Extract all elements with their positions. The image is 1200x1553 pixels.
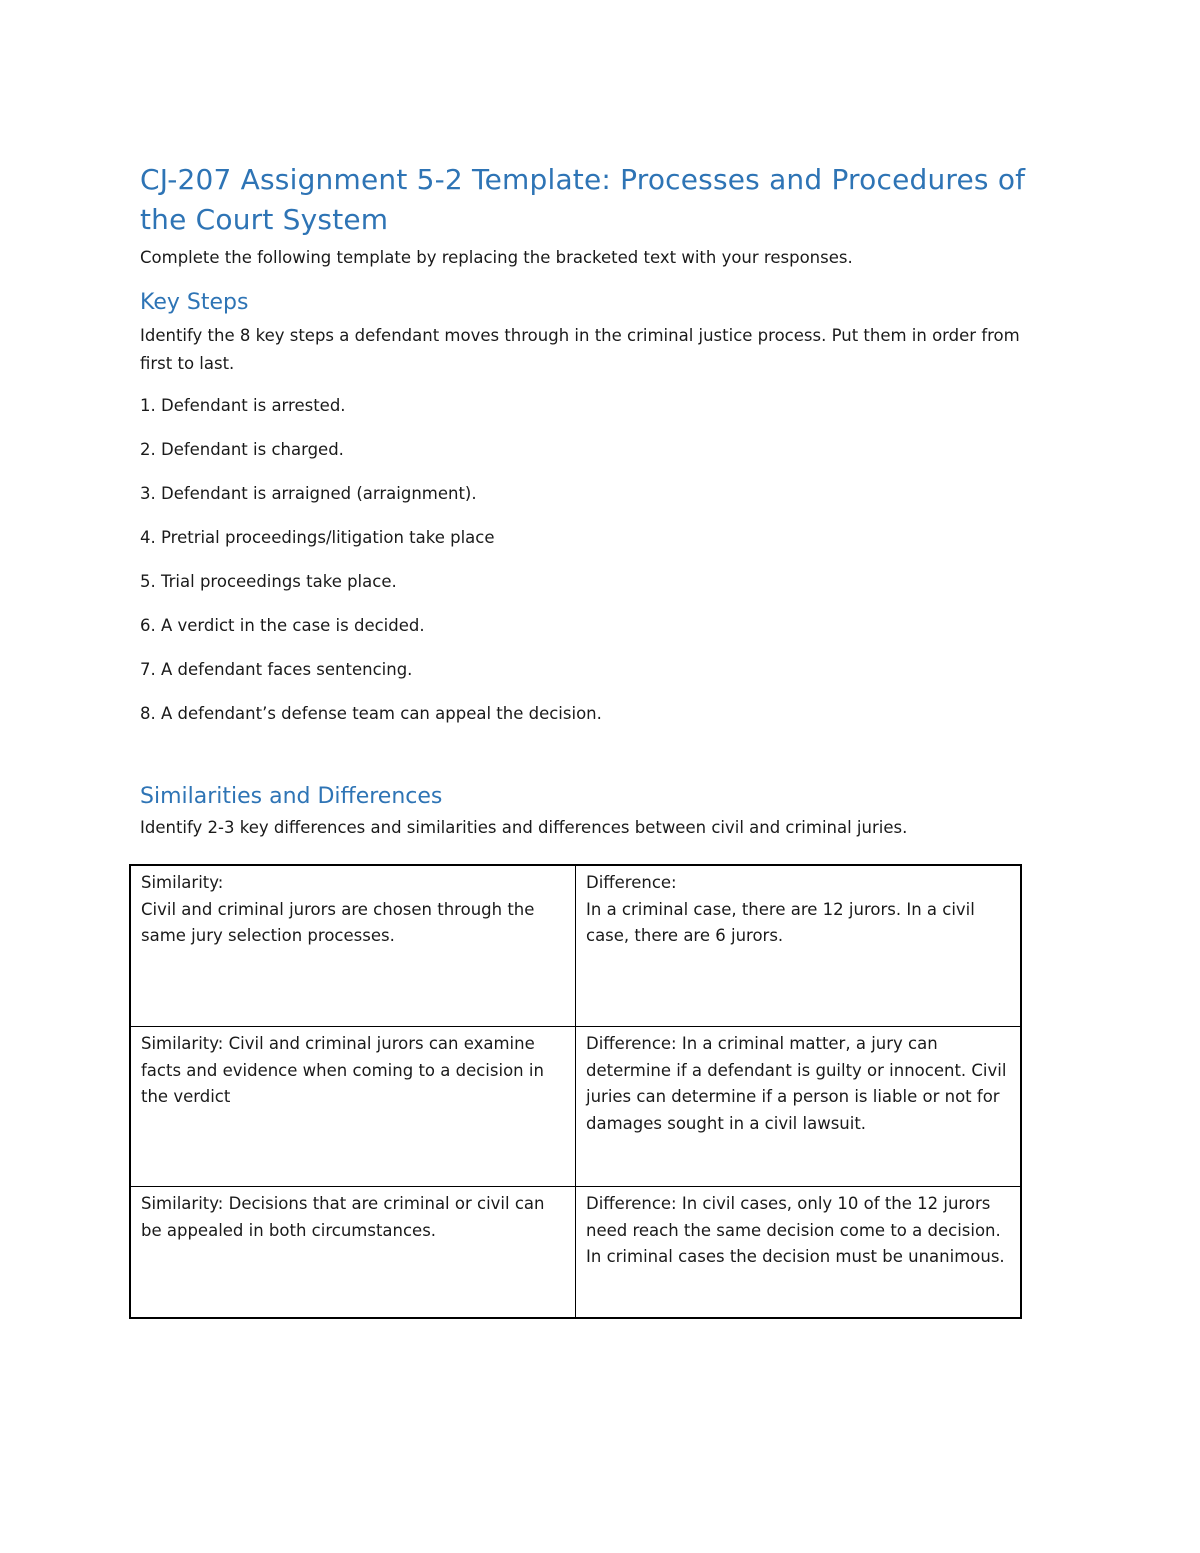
table-row <box>130 1187 1021 1319</box>
table-row <box>130 865 1021 1027</box>
difference-label: Difference: <box>586 873 677 892</box>
difference-text: Difference: In a criminal matter, a jury can determine if a defendant is guilty or innocent. Civil juries can determine if a person is liable or not for damages sought in a civil lawsuit. <box>586 1034 1007 1133</box>
difference-cell <box>576 1187 1022 1319</box>
step-item: 1. Defendant is arrested. <box>140 396 346 415</box>
step-item: 3. Defendant is arraigned (arraignment). <box>140 484 477 503</box>
key-steps-intro: Identify the 8 key steps a defendant moves through in the criminal justice process. Put them in order from first to last. <box>140 326 1020 373</box>
key-steps-heading: Key Steps <box>140 290 249 315</box>
similarity-cell <box>130 865 576 1027</box>
step-item: 7. A defendant faces sentencing. <box>140 660 413 679</box>
instructions-text: Complete the following template by replacing the bracketed text with your responses. <box>140 248 853 267</box>
similarity-text: Civil and criminal jurors are chosen through the same jury selection processes. <box>141 899 535 945</box>
document-body <box>140 160 1040 840</box>
step-item: 5. Trial proceedings take place. <box>140 572 397 591</box>
difference-cell <box>576 865 1022 1027</box>
difference-text: In a criminal case, there are 12 jurors. In a civil case, there are 6 jurors. <box>586 899 975 945</box>
step-item: 2. Defendant is charged. <box>140 440 344 459</box>
similarity-text: Similarity: Decisions that are criminal or civil can be appealed in both circumstances. <box>141 1194 545 1240</box>
difference-text: Difference: In civil cases, only 10 of the 12 jurors need reach the same decision come to a decision. In criminal cases the decision must be unanimous. <box>586 1194 1005 1266</box>
similarities-differences-intro: Identify 2-3 key differences and similarities and differences between civil and criminal juries. <box>140 818 908 837</box>
similarity-label: Similarity: <box>141 873 224 892</box>
table-row <box>130 1027 1021 1187</box>
step-item: 6. A verdict in the case is decided. <box>140 616 425 635</box>
similarities-differences-heading: Similarities and Differences <box>140 784 443 809</box>
document-title: CJ-207 Assignment 5-2 Template: Processes and Procedures of the Court System <box>140 163 1026 236</box>
step-item: 4. Pretrial proceedings/litigation take place <box>140 528 495 547</box>
step-item: 8. A defendant’s defense team can appeal the decision. <box>140 704 602 723</box>
key-steps-list <box>140 394 1040 726</box>
difference-cell <box>576 1027 1022 1187</box>
similarity-text: Similarity: Civil and criminal jurors can examine facts and evidence when coming to a decision in the verdict <box>141 1034 544 1106</box>
similarity-cell <box>130 1027 576 1187</box>
comparison-table <box>129 864 1022 1319</box>
similarity-cell <box>130 1187 576 1319</box>
